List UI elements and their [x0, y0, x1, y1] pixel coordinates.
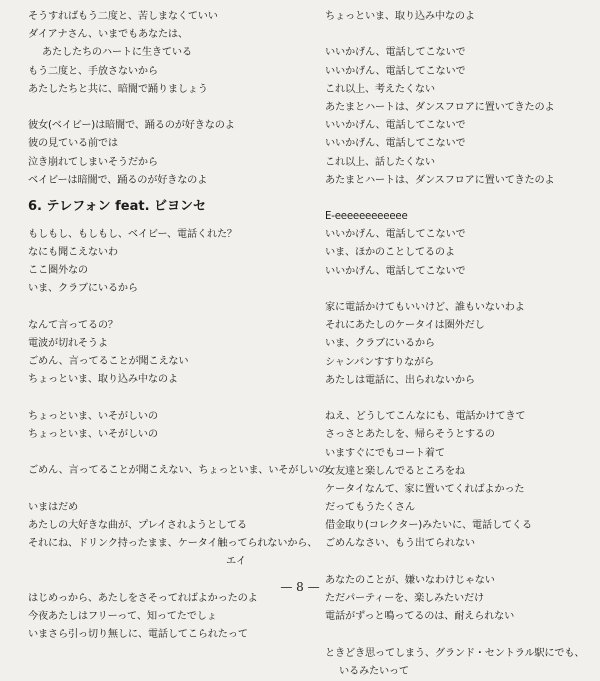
lyric-line: ごめん、言ってることが聞こえない	[28, 356, 189, 368]
lyric-line: だってもうたくさん	[325, 502, 415, 514]
lyric-line: あたまとハートは、ダンスフロアに置いてきたのよ	[325, 101, 555, 113]
lyric-line: もう二度と、手放さないから	[28, 65, 158, 77]
lyric-line: E-eeeeeeeeeeee	[325, 211, 408, 223]
lyric-line: ねえ、どうしてこんなにも、電話かけてきて	[325, 411, 526, 423]
lyric-line: 電波が切れそうよ	[28, 338, 108, 349]
lyric-line: あたしは電話に、出られないから	[325, 374, 475, 386]
lyric-line: それにね、ドリンク持ったまま、ケータイ触ってられないから、	[28, 538, 318, 550]
lyric-line: ただパーティーを、楽しみたいだけ	[325, 593, 484, 604]
stanza-gap	[28, 299, 318, 317]
stanza-gap	[28, 390, 318, 408]
lyric-line: いいかげん、電話してこないで	[325, 138, 466, 150]
lyric-line: あたまとハートは、ダンスフロアに置いてきたのよ	[325, 174, 555, 186]
lyric-line: エイ	[226, 556, 246, 568]
lyric-line: 彼の見ている前では	[28, 138, 118, 150]
stanza-gap	[325, 26, 590, 44]
lyric-line: いいかげん、電話してこないで	[325, 47, 466, 59]
lyric-line: それにあたしのケータイは圏外だし	[325, 320, 485, 332]
lyric-line: いるみたいって	[339, 665, 409, 677]
lyric-line: ごめんなさい、もう出てられない	[325, 538, 475, 550]
lyric-line: ちょっといま、取り込み中なのよ	[325, 11, 475, 22]
stanza-gap	[28, 481, 318, 499]
lyric-line: 女友達と楽しんでるところをね	[325, 465, 465, 477]
lyric-line: なんて言ってるの？	[28, 319, 118, 331]
lyric-line: いいかげん、電話してこないで	[325, 65, 466, 77]
lyric-line: これ以上、考えたくない	[325, 83, 435, 95]
stanza-gap	[325, 554, 590, 572]
left-column	[28, 8, 329, 644]
lyric-line: ダイアナさん、いまでもあなたは、	[28, 29, 188, 41]
lyric-line: あたしの大好きな曲が、プレイされようとしてる	[28, 519, 247, 531]
lyric-line: ベイビーは暗闇で、踊るのが好きなのよ	[28, 174, 208, 186]
lyric-line: いま、ほかのことしてるのよ	[325, 247, 455, 259]
lyric-line: いま、クラブにいるから	[325, 338, 435, 350]
lyric-line: 泣き崩れてしまいそうだから	[28, 156, 158, 168]
lyric-line: いま、クラブにいるから	[28, 283, 138, 295]
lyric-line: ここ圏外なの	[28, 265, 88, 277]
lyric-line: あたしたちと共に、暗闇で踊りましょう	[28, 83, 208, 95]
lyric-line: ごめん、言ってることが聞こえない、ちょっといま、いそがしいの	[28, 465, 329, 477]
lyric-line: あなたのことが、嫌いなわけじゃない	[325, 574, 495, 586]
lyric-line: いいかげん、電話してこないで	[325, 120, 466, 132]
lyric-line: そうすればもう二度と、苦しまなくていい	[28, 11, 218, 22]
lyric-line: さっさとあたしを、帰らそうとするの	[325, 429, 495, 441]
lyric-line: ちょっといま、いそがしいの	[28, 410, 158, 422]
lyric-line: 家に電話かけてもいいけど、誰もいないわよ	[325, 302, 525, 313]
lyric-line: いいかげん、電話してこないで	[325, 229, 466, 241]
lyric-line: ちょっといま、取り込み中なのよ	[28, 374, 178, 386]
lyric-line: これ以上、話したくない	[325, 156, 435, 168]
lyric-line: シャンパンすすりながら	[325, 356, 435, 368]
stanza-gap	[28, 99, 318, 117]
stanza-gap	[325, 190, 590, 208]
song-title-heading: 6. テレフォン feat. ビヨンセ	[28, 198, 207, 214]
lyric-line: いまさら引っ切り無しに、電話してこられたって	[28, 629, 248, 640]
stanza-gap	[325, 281, 590, 299]
lyric-line: いまはだめ	[28, 501, 78, 513]
lyric-line: ケータイなんて、家に置いてくればよかった	[325, 483, 525, 495]
stanza-gap	[325, 390, 590, 408]
lyric-line: ちょっといま、いそがしいの	[28, 428, 158, 440]
lyric-line: 電話がずっと鳴ってるのは、耐えられない	[325, 611, 515, 623]
lyric-line: いますぐにでもコート着て	[325, 447, 445, 459]
lyric-line: いいかげん、電話してこないで	[325, 265, 466, 277]
lyric-line: ときどき思ってしまう、グランド・セントラル駅にでも、	[325, 647, 585, 659]
lyric-line: なにも聞こえないわ	[28, 247, 118, 259]
page-number: — 8 —	[280, 580, 320, 594]
lyric-line: 借金取り(コレクター)みたいに、電話してくる	[325, 520, 532, 532]
lyric-line: はじめっから、あたしをさそってればよかったのよ	[28, 592, 258, 604]
lyric-line: もしもし、もしもし、ベイビー、電話くれた？	[28, 228, 237, 240]
lyric-line: 彼女(ベイビー)は暗闇で、踊るのが好きなのよ	[28, 120, 235, 132]
lyric-line: あたしたちのハートに生きている	[42, 47, 192, 59]
stanza-gap	[28, 444, 318, 462]
lyric-line: 今夜あたしはフリーって、知ってたでしょ	[28, 610, 217, 622]
stanza-gap	[325, 626, 590, 644]
